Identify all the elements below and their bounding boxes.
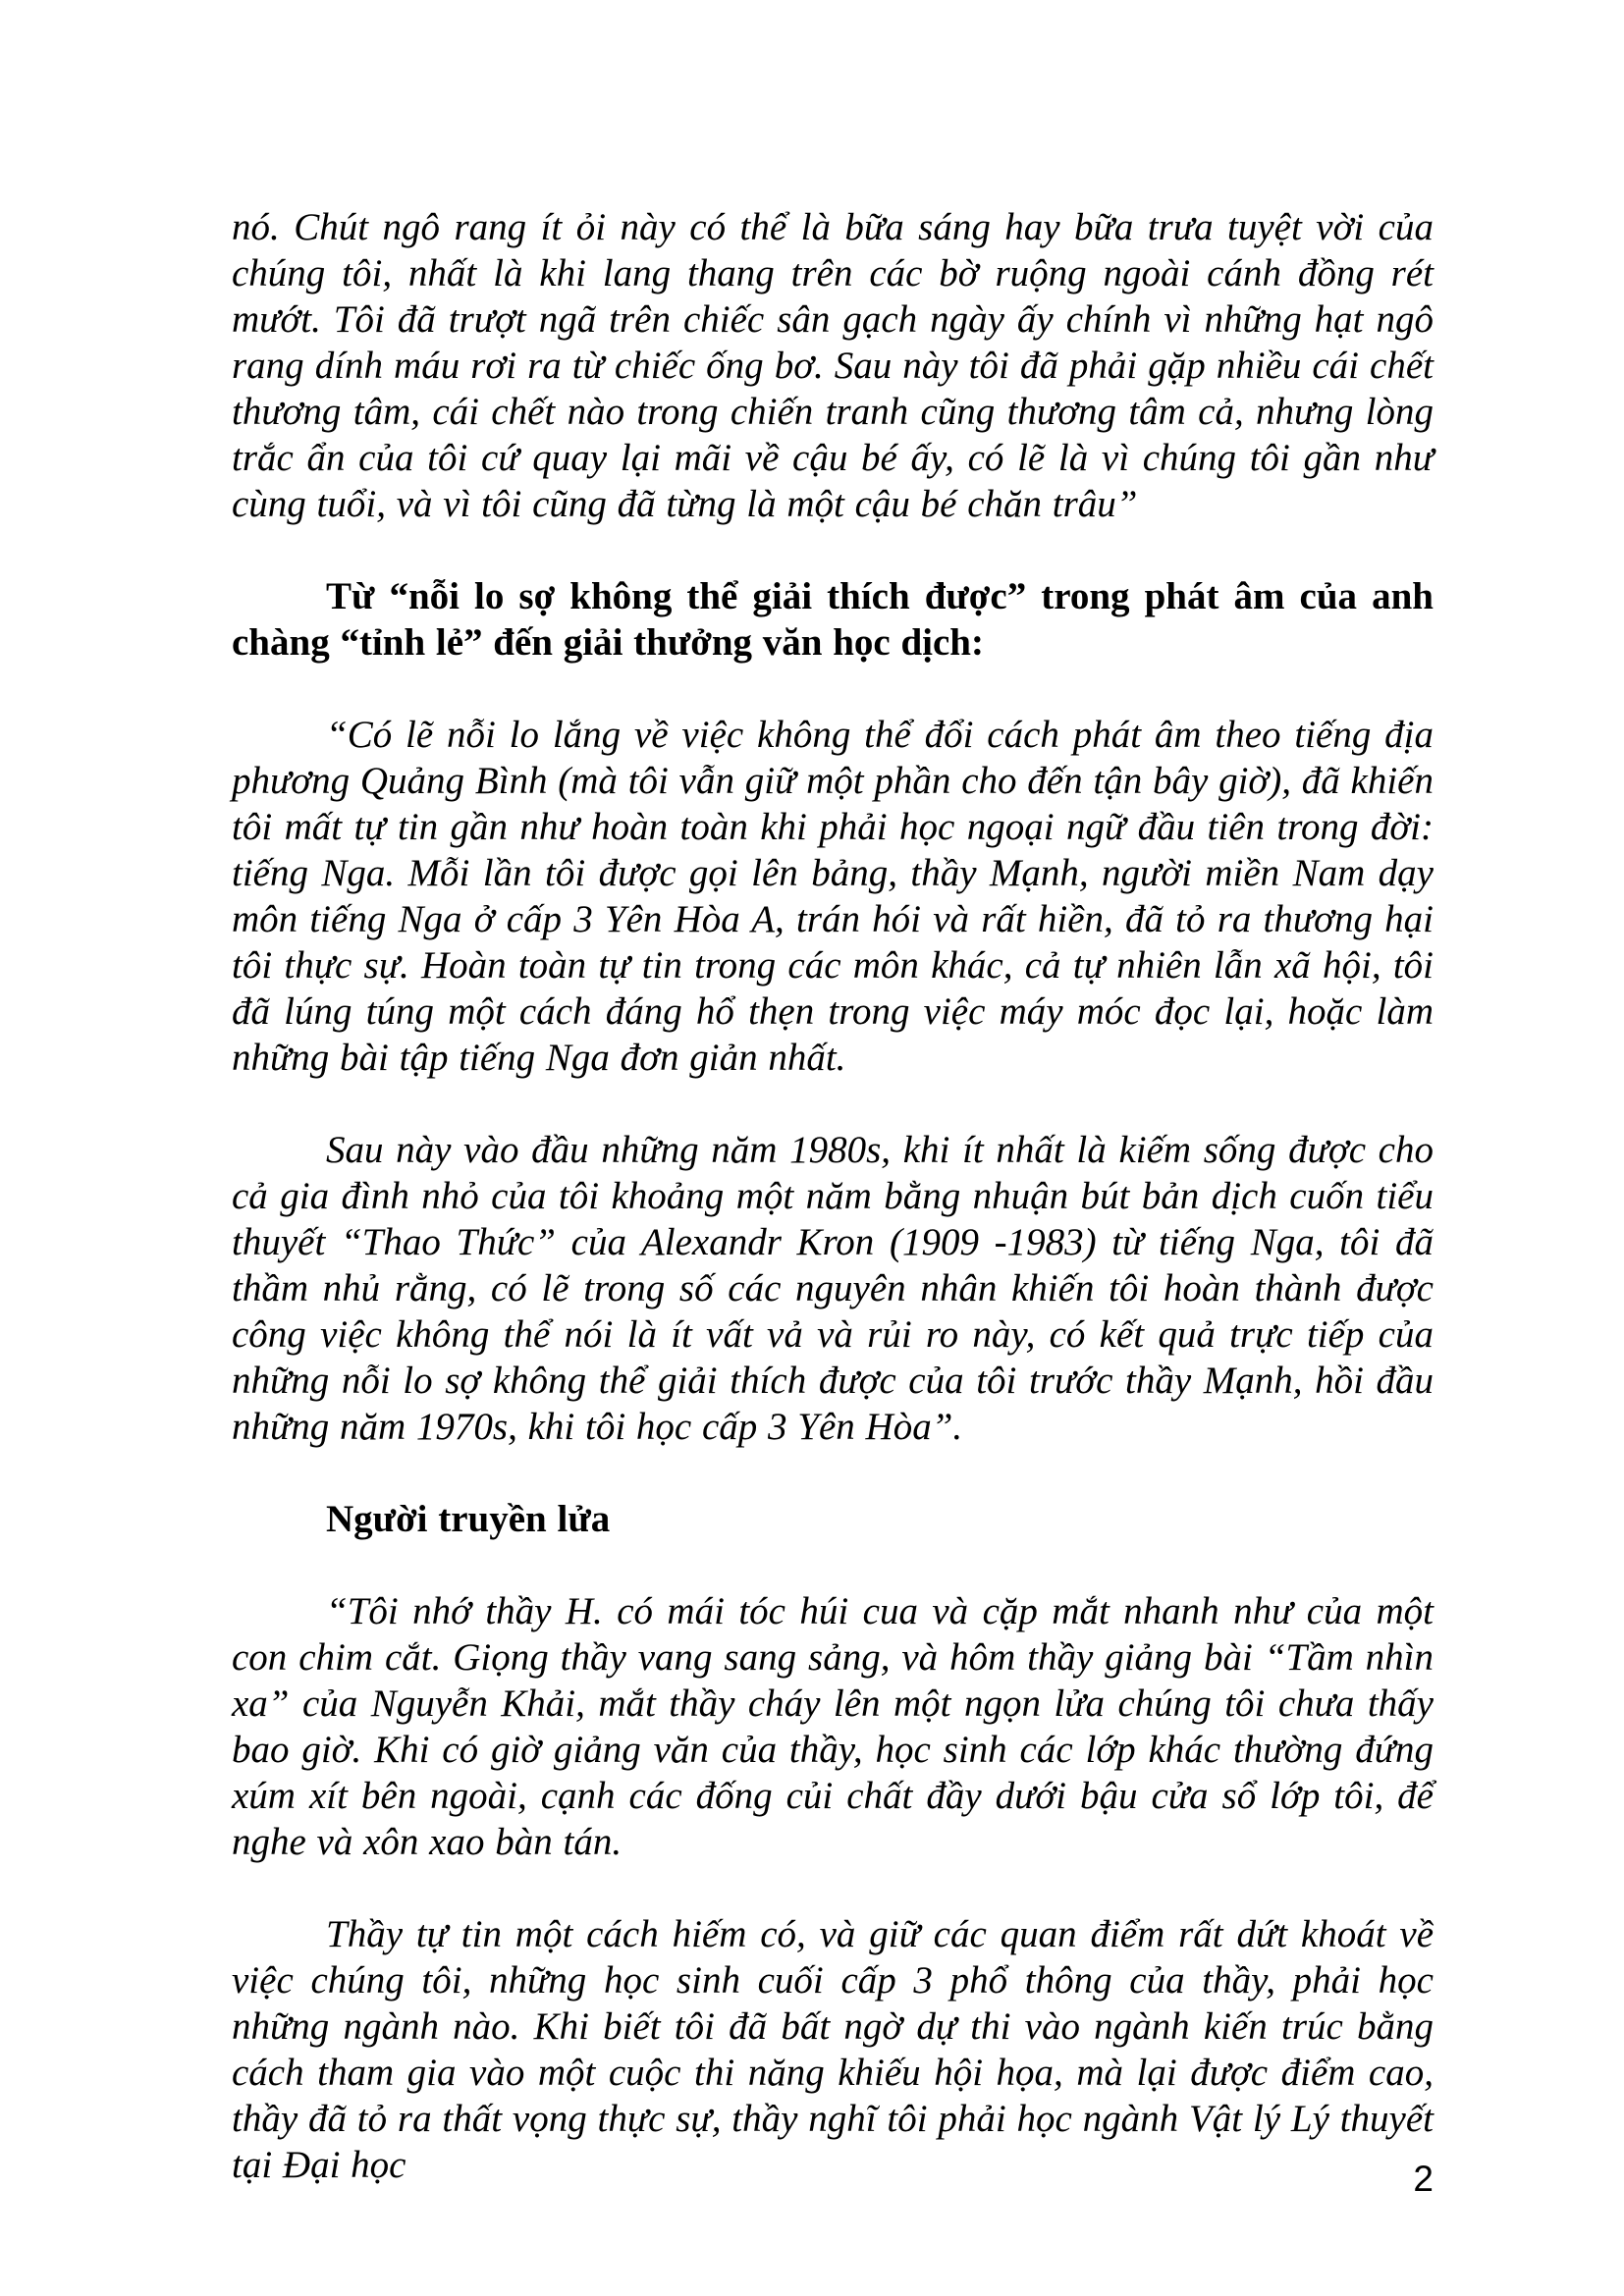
section-heading: Người truyền lửa (326, 1498, 611, 1540)
body-paragraph: Sau này vào đầu những năm 1980s, khi ít nhất là kiếm sống được cho cả gia đình nhỏ của tôi khoảng một năm bằng nhuận bút bản dịch cuốn tiểu thuyết “Thao Thức” của Alexandr Kron (1909 -1983) từ tiếng Nga, tôi đã thầm nhủ rằng, có lẽ trong số các nguyên nhân khiến tôi hoàn thành được công việc không thể nói là ít vất vả và rủi ro này, có kết quả trực tiếp của những nỗi lo sợ không thể giải thích được của tôi trước thầy Mạnh, hồi đầu những năm 1970s, khi tôi học cấp 3 Yên Hòa”. (232, 1129, 1434, 1448)
page-number: 2 (1413, 2159, 1434, 2199)
body-paragraph: “Có lẽ nỗi lo lắng về việc không thể đổi cách phát âm theo tiếng địa phương Quảng Bình (mà tôi vẫn giữ một phần cho đến tận bây giờ), đã khiến tôi mất tự tin gần như hoàn toàn khi phải học ngoại ngữ đầu tiên trong đời: tiếng Nga. Mỗi lần tôi được gọi lên bảng, thầy Mạnh, người miền Nam dạy môn tiếng Nga ở cấp 3 Yên Hòa A, trán hói và rất hiền, đã tỏ ra thương hại tôi thực sự. Hoàn toàn tự tin trong các môn khác, cả tự nhiên lẫn xã hội, tôi đã lúng túng một cách đáng hổ thẹn trong việc máy móc đọc lại, hoặc làm những bài tập tiếng Nga đơn giản nhất. (232, 714, 1434, 1079)
section-heading: Từ “nỗi lo sợ không thể giải thích được” trong phát âm của anh chàng “tỉnh lẻ” đến giải thưởng văn học dịch: (232, 575, 1434, 664)
page-text-content (232, 204, 1434, 2234)
body-paragraph: Thầy tự tin một cách hiếm có, và giữ các quan điểm rất dứt khoát về việc chúng tôi, những học sinh cuối cấp 3 phổ thông của thầy, phải học những ngành nào. Khi biết tôi đã bất ngờ dự thi vào ngành kiến trúc bằng cách tham gia vào một cuộc thi năng khiếu hội họa, mà lại được điểm cao, thầy đã tỏ ra thất vọng thực sự, thầy nghĩ tôi phải học ngành Vật lý Lý thuyết tại Đại học (232, 1913, 1434, 2186)
body-paragraph: “Tôi nhớ thầy H. có mái tóc húi cua và cặp mắt nhanh như của một con chim cắt. Giọng thầy vang sang sảng, và hôm thầy giảng bài “Tầm nhìn xa” của Nguyễn Khải, mắt thầy cháy lên một ngọn lửa chúng tôi chưa thấy bao giờ. Khi có giờ giảng văn của thầy, học sinh các lớp khác thường đứng xúm xít bên ngoài, cạnh các đống củi chất đầy dưới bậu cửa sổ lớp tôi, để nghe và xôn xao bàn tán. (232, 1590, 1434, 1863)
body-paragraph: nó. Chút ngô rang ít ỏi này có thể là bữa sáng hay bữa trưa tuyệt vời của chúng tôi, nhất là khi lang thang trên các bờ ruộng ngoài cánh đồng rét mướt. Tôi đã trượt ngã trên chiếc sân gạch ngày ấy chính vì những hạt ngô rang dính máu rơi ra từ chiếc ống bơ. Sau này tôi đã phải gặp nhiều cái chết thương tâm, cái chết nào trong chiến tranh cũng thương tâm cả, nhưng lòng trắc ẩn của tôi cứ quay lại mãi về cậu bé ấy, có lẽ là vì chúng tôi gần như cùng tuổi, và vì tôi cũng đã từng là một cậu bé chăn trâu” (232, 206, 1434, 525)
